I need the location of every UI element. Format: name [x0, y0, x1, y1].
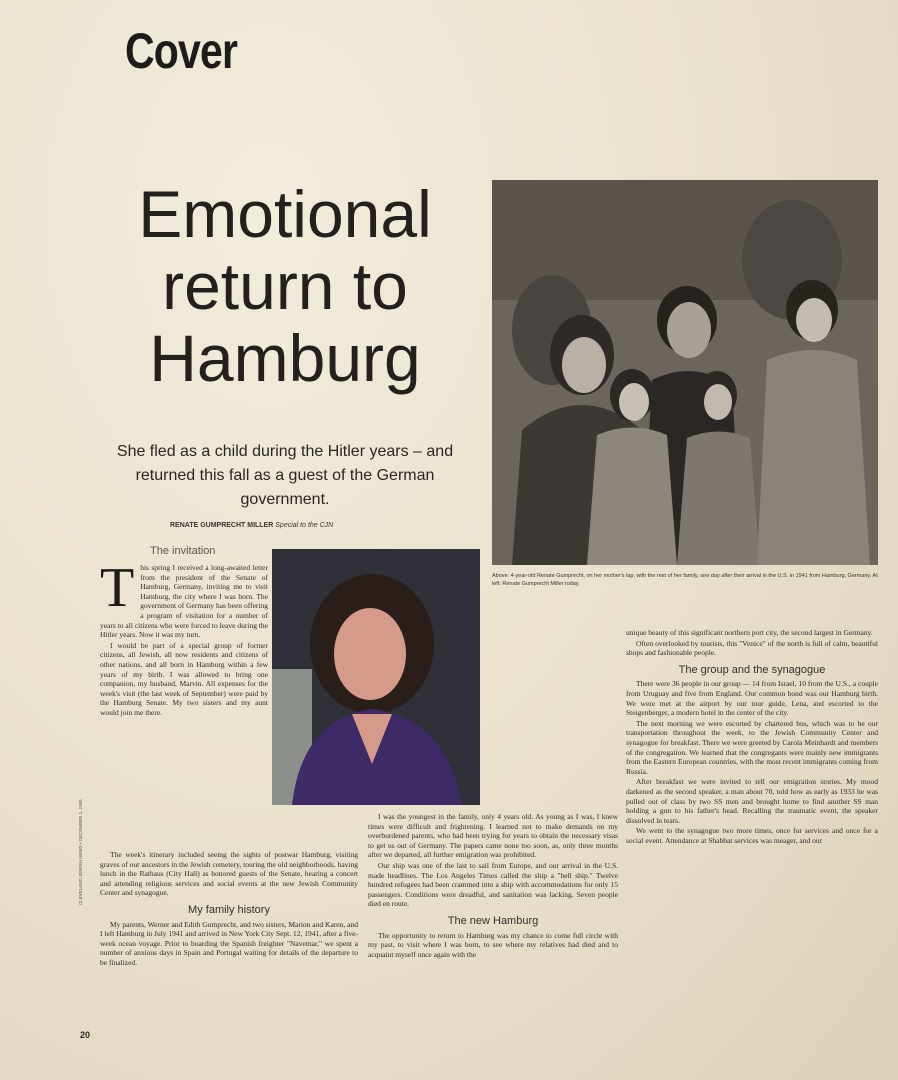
- column-1-paragraph-4: My parents, Werner and Edith Gumprecht, and two sisters, Marion and Karen, and I left Hamburg in July 1941 and arrived in New York City Sept. 12, 1941, after a five-week ocean voyage. Prior to boarding the Spanish freighter "Navemar," we spent a number of anxious days in Spain and Portugal waiting for details of the departure to be finalized.: [100, 919, 358, 967]
- article-column-2: [368, 812, 618, 960]
- byline-name: RENATE GUMPRECHT MILLER: [170, 522, 274, 529]
- column-3-paragraph-2: Often overlooked by tourists, this "Venice" of the north is full of calm, beautiful shops and fashionable people.: [626, 638, 878, 658]
- subhead-family-history: My family history: [188, 903, 270, 916]
- dropcap: T: [100, 557, 135, 619]
- column-2-paragraph-3: The opportunity to return to Hamburg was my chance to come full circle with my past, to visit where I was born, to see where my relatives had died and to acquaint myself once again with the: [368, 930, 618, 959]
- family-photo-image: [492, 180, 878, 565]
- article-column-1-continued: [100, 850, 358, 969]
- column-1-lead-paragraph: [100, 557, 268, 640]
- column-1-paragraph-3: The week's itinerary included seeing the sights of postwar Hamburg, visiting graves of our ancestors in the Jewish cemetery, touring the old neighborhoods, having lunch in the Rathaus (City Hall) as honored guests of the Senate, hearing a concert and attending religious services and social events at the new Jewish Community Center and synagogue.: [100, 850, 358, 898]
- byline: [170, 522, 333, 529]
- column-3-paragraph-5: After breakfast we were invited to tell our emigration stories. My mood darkened as the second speaker, a man about 70, told how as early as 1933 he was pulled out of class by two SS men and brought home to find another SS man holding a gun to his father's head. Recalling the traumatic event, the speaker dissolved in tears.: [626, 777, 878, 825]
- portrait-photo-image: [272, 549, 480, 805]
- column-2-paragraph-2: Our ship was one of the last to sail from Europe, and our arrival in the U.S. made headlines. The Los Angeles Times called the ship a "hell ship." Twelve hundred refugees had been crammed into a ship with accommodations for only 15 passengers. Conditions were dreadful, and sanitation was lacking. Seven people died en route.: [368, 860, 618, 909]
- column-1-lead-text: his spring I received a long-awaited letter from the president of the Senate of Hamburg, Germany, inviting me to visit Hamburg, the city where I was born. The government of Germany has been offering a program of visitation for a number of years to all citizens who were forced to leave during the Hitler years. Now it was my turn.: [100, 563, 268, 640]
- portrait-photo: [272, 549, 480, 805]
- subhead-new-hamburg: The new Hamburg: [447, 914, 539, 927]
- headline: Emotional return to Hamburg: [138, 177, 432, 395]
- deck: She fled as a child during the Hitler years – and returned this fall as a guest of the German government.: [116, 443, 454, 508]
- column-3-paragraph-1: unique beauty of this significant northern port city, the second largest in Germany.: [626, 628, 873, 637]
- family-photo: [492, 180, 878, 565]
- column-3-paragraph-6: We went to the synagogue two more times, once for services and once for a social event. Attendance at Shabbat services was meager, and our: [626, 826, 878, 845]
- section-label: Cover: [125, 23, 238, 79]
- byline-role: Special to the CJN: [275, 522, 334, 529]
- article-column-1: [100, 557, 268, 719]
- page-number: 20: [80, 1030, 91, 1040]
- photo-caption: Above: 4-year-old Renate Gumprecht, on her mother's lap, with the rest of her family, one day after their arrival in the U.S. in 1941 from Hamburg, Germany. At left: Renate Gumprecht Miller today.: [492, 573, 878, 587]
- publication-side-text: CLEVELAND JEWISH NEWS • DECEMBER 1, 1995: [78, 799, 83, 905]
- column-1-paragraph-2: I would be part of a special group of former citizens, all Jewish, all now residents and citizens of other nations, and all born in Hamburg within a few years of my birth. I was allowed to bring one companion, my husband, Marvin. All expenses for the week's visit (the last week of September) were paid by the Hamburg Senate. My two sisters and my aunt would join me there.: [100, 640, 268, 717]
- subhead-group-synagogue: The group and the synagogue: [678, 663, 826, 676]
- column-3-paragraph-3: There were 36 people in our group — 14 from Israel, 10 from the U.S., a couple from Uruguay and five from England. Our common bond was our Hamburg birth. We were met at the airport by our tour guide, Lena, and escorted to the Steigenberger, a modern hotel in the center of the city.: [626, 679, 878, 718]
- article-column-3: [626, 628, 878, 846]
- kicker: The invitation: [150, 545, 216, 557]
- column-2-paragraph-1: I was the youngest in the family, only 4 years old. As young as I was, I knew times were difficult and frightening. I learned not to make demands on my overburdened parents, who had been trying for years to obtain the necessary visas to get us out of Germany. The papers came none too soon, as, only three months after we departed, all further emigration was prohibited.: [368, 812, 618, 860]
- column-3-paragraph-4: The next morning we were escorted by chartered bus, which was to be our transportation throughout the week, to the Jewish Community Center and synagogue for breakfast. There we were greeted by Carola Meinhardt and members of the congregation. We learned that the congregants were mainly new immigrants from the Eastern European countries, with the most recent immigrants coming from Russia.: [626, 718, 878, 776]
